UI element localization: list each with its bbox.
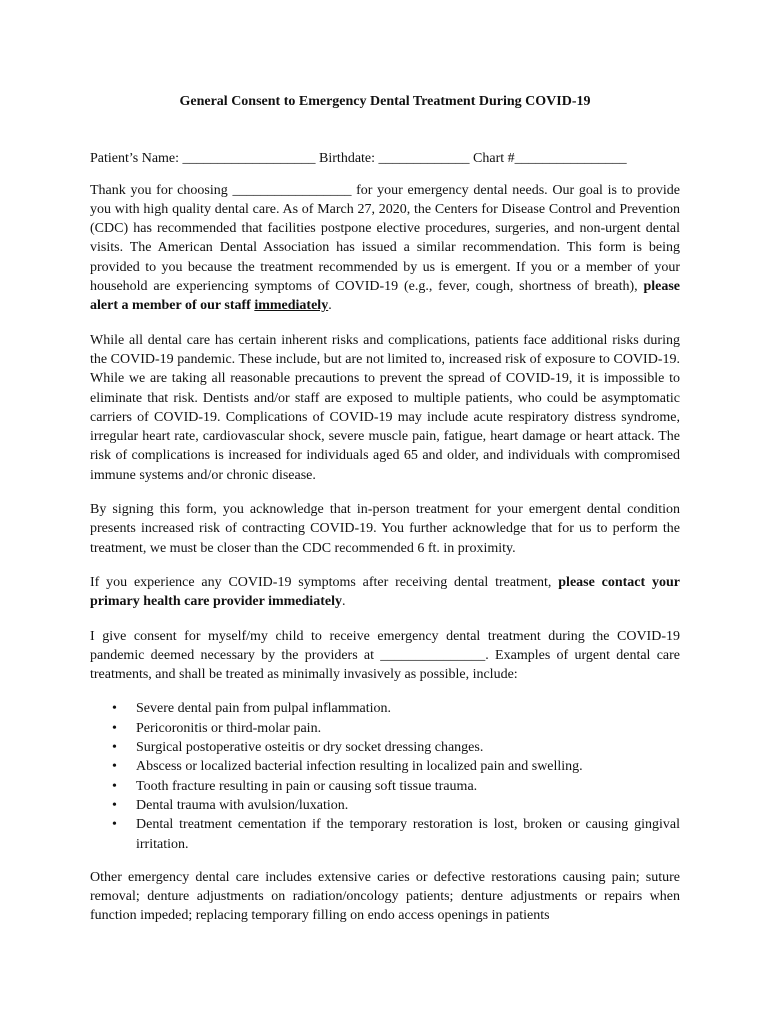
bullet-icon: •: [112, 720, 117, 736]
bullet-icon: •: [112, 740, 117, 756]
symptoms-period: .: [341, 594, 346, 610]
bullet-icon: •: [112, 817, 117, 833]
practice-name-blank[interactable]: _________________: [232, 182, 352, 198]
consent-document: [90, 92, 680, 941]
immediately-text: immediately: [254, 298, 329, 314]
list-item-text: Dental treatment cementation if the temporary restoration is lost, broken or causing gingival irritation.: [136, 817, 680, 852]
bullet-icon: •: [112, 778, 117, 794]
other-care-paragraph: Other emergency dental care includes extensive caries or defective restorations causing pain; suture removal; denture adjustments on radiation/oncology patients; denture adjustments or repairs when function impeded; replacing temporary filling on endo access openings in patients: [90, 869, 680, 924]
list-item-text: Dental trauma with avulsion/luxation.: [136, 797, 349, 813]
list-item-text: Abscess or localized bacterial infection resulting in localized pain and swelling.: [136, 759, 583, 775]
chart-number-blank[interactable]: ________________: [514, 151, 627, 167]
contact-provider-text: please contact your primary health care provider immediately: [90, 574, 681, 610]
list-item-text: Tooth fracture resulting in pain or causing soft tissue trauma.: [136, 778, 478, 794]
list-item-text: Pericoronitis or third-molar pain.: [136, 720, 322, 736]
symptoms-text: If you experience any COVID-19 symptoms after receiving dental treatment,: [90, 574, 552, 590]
acknowledgement-paragraph: By signing this form, you acknowledge that in-person treatment for your emergent dental condition presents increased risk of contracting COVID-19. You further acknowledge that for us to perform the treatment, we must be closer than the CDC recommended 6 ft. in proximity.: [90, 502, 680, 556]
risks-paragraph: While all dental care has certain inherent risks and complications, patients face additional risks during the COVID-19 pandemic. These include, but are not limited to, increased risk of exposure to COVID-19. While we are taking all reasonable precautions to prevent the spread of COVID-19, it is impossible to eliminate that risk. Dentists and/or staff are exposed to multiple patients, who could be asymptomatic carriers of COVID-19. Complications of COVID-19 may include acute respiratory distress syndrome, irregular heart rate, cardiovascular shock, severe muscle pain, fatigue, heart damage or heart attack. The risk of complications is increased for individuals aged 65 and older, and individuals with compromised immune systems and/or chronic disease.: [90, 332, 680, 483]
symptoms-paragraph: [90, 573, 680, 612]
list-item: [90, 796, 680, 815]
consent-paragraph: [90, 627, 680, 685]
patient-name-blank[interactable]: ___________________: [182, 151, 316, 167]
intro-text-start: Thank you for choosing: [90, 182, 228, 198]
list-item: [90, 719, 680, 738]
list-item: [90, 777, 680, 796]
bullet-icon: •: [112, 759, 117, 775]
list-item: [90, 757, 680, 776]
list-item-text: Surgical postoperative osteitis or dry socket dressing changes.: [136, 740, 484, 756]
list-item: [90, 699, 680, 718]
birthdate-label: Birthdate:: [319, 151, 376, 167]
intro-period: .: [328, 298, 332, 314]
staff-alert-text: please alert a member of our staff: [90, 279, 681, 314]
birthdate-blank[interactable]: _____________: [378, 151, 470, 167]
list-item: [90, 738, 680, 757]
document-title: General Consent to Emergency Dental Treatment During COVID-19: [179, 94, 591, 109]
bullet-icon: •: [112, 701, 117, 717]
consent-text-start: I give consent for myself/my child to receive emergency dental treatment during the COVID-19 pandemic deemed necessary by the providers at: [90, 628, 680, 663]
bullet-icon: •: [112, 797, 117, 813]
urgent-treatments-list: [90, 699, 680, 853]
patient-info-line: [90, 149, 680, 168]
patient-name-label: Patient’s Name:: [90, 151, 180, 167]
list-item-text: Severe dental pain from pulpal inflammation.: [136, 701, 392, 717]
intro-text-body: for your emergency dental needs. Our goal is to provide you with high quality dental care. As of March 27, 2020, the Centers for Disease Control and Prevention (CDC) has recommended that facilities postpone elective procedures, surgeries, and non-urgent dental visits. The American Dental Association has issued a similar recommendation. This form is being provided to you because the treatment recommended by us is emergent. If you or a member of your household are experiencing symptoms of COVID-19 (e.g., fever, cough, shortness of breath),: [90, 182, 681, 295]
chart-number-label: Chart #: [473, 151, 515, 167]
list-item: [90, 815, 680, 854]
consent-text-end: . Examples of urgent dental care treatments, and shall be treated as minimally invasively as possible, include:: [90, 647, 680, 683]
provider-name-blank[interactable]: _______________: [380, 647, 486, 663]
intro-paragraph: [90, 181, 680, 316]
